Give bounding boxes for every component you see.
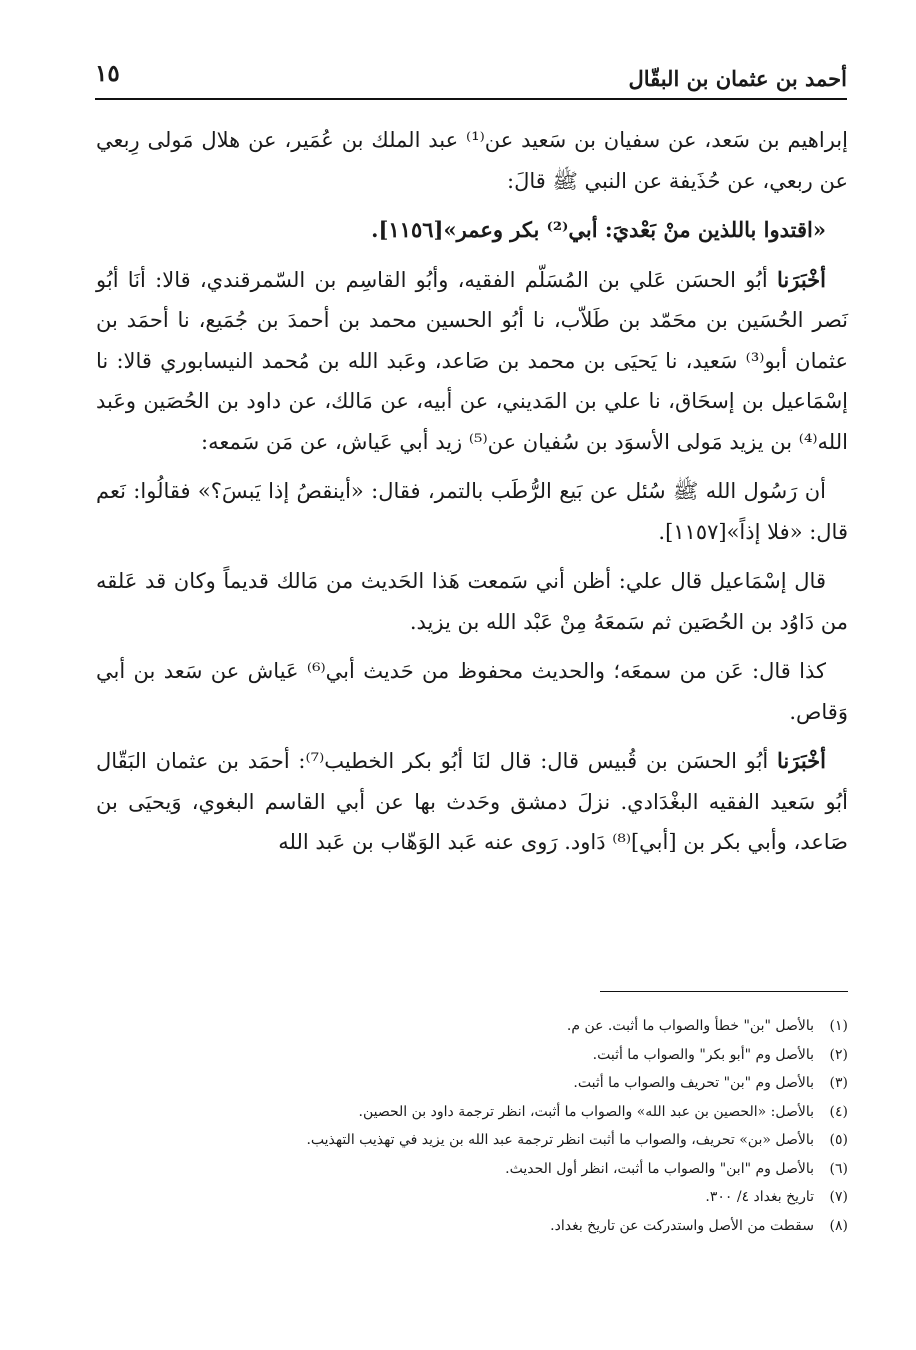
footnote-number: (١) [829, 1018, 848, 1034]
paragraph-4: قال إسْمَاعيل قال علي: أظن أني سَمعت هَذا الحَديث من مَالك قديماً وكان قد عَلقه من دَاوُد بن الحُصَين ثم سَمعَهُ مِنْ عَبْد الله بن يزيد. [96, 569, 848, 634]
paragraph-6-text: أبُو الحسَن بن قُبيس قال: قال لنَا أبُو بكر الخطيب⁽⁷⁾: أحمَد بن عثمان البَقّال أبُو سَعيد الفقيه البغْدَادي. نزلَ دمشق وحَدث بها عن أبي القاسم البغوي، وَيحيَى بن صَاعد، وأبي بكر بن [أبي]⁽⁸⁾ دَاود. رَوى عنه عَبد الوَهّاب بن عَبد الله [96, 749, 848, 854]
footnote-2 [96, 1041, 848, 1070]
paragraph-6 [96, 741, 848, 863]
footnote-number: (٦) [829, 1160, 848, 1177]
footnote-text: بالأصل وم "ابن" والصواب ما أثبت، انظر أول الحديث. [505, 1160, 814, 1177]
footnote-6 [96, 1155, 848, 1184]
hadith-quote-1: «اقتدوا باللذين منْ بَعْديَ: أبي⁽²⁾ بكر وعمر»[١١٥٦]. [371, 217, 826, 242]
footnote-number: (٥) [829, 1132, 848, 1148]
footnote-text: بالأصل: «الحصين بن عبد الله» والصواب ما أثبت، انظر ترجمة داود بن الحصين. [358, 1103, 814, 1120]
footnote-number: (٣) [829, 1075, 848, 1091]
footnote-text: بالأصل وم "بن" تحريف والصواب ما أثبت. [573, 1075, 814, 1091]
footnote-text: بالأصل «بن» تحريف، والصواب ما أثبت انظر ترجمة عبد الله بن يزيد في تهذيب التهذيب. [306, 1132, 814, 1148]
footnotes [96, 1012, 848, 1240]
footnote-1 [96, 1012, 848, 1041]
paragraph-2-text: أبُو الحسَن عَلي بن المُسَلّم الفقيه، وأبُو القاسِم بن السّمرقندي، قالا: أنَا أبُو نَصر الحُسَين بن محَمّد بن طَلاّب، نا أبُو الحسين محمد بن أحمدَ بن جُمَيع، نا أحمَد بن عثمان أبو⁽³⁾ سَعيد، نا يَحيَى بن محمد بن صَاعد، وعَبد الله بن مُحمد النيسابوري قالا: نا إسْمَاعيل بن إسحَاق، نا علي بن المَديني، عن أبيه، عن مَالك، عن داود بن الحُصَين وعَبد الله⁽⁴⁾ بن يزيد مَولى الأسوَد بن سُفيان عن⁽⁵⁾ زيد أبي عَياش، عن مَن سَمعه: [96, 267, 848, 454]
footnote-7 [96, 1183, 848, 1212]
footnote-5 [96, 1126, 848, 1155]
paragraph-3: أن رَسُول الله ﷺ سُئل عن بَيع الرُّطَب بالتمر، فقال: «أينقصُ إذا يَبسَ؟» فقالُوا: نَعم قال: «فلا إذاً»[١١٥٧]. [96, 479, 848, 544]
main-text [96, 120, 848, 872]
page-header [95, 52, 847, 100]
footnote-4 [96, 1098, 848, 1127]
footnote-number: (٢) [829, 1046, 848, 1063]
paragraph-1: إبراهيم بن سَعد، عن سفيان بن سَعيد عن⁽¹⁾ عبد الملك بن عُمَير، عن هلال مَولى رِبعي عن ربعي، عن حُذَيفة عن النبي ﷺ قالَ: [96, 128, 848, 193]
paragraph-5: كذا قال: عَن من سمعَه؛ والحديث محفوظ من حَديث أبي⁽⁶⁾ عَياش عن سَعد بن أبي وَقاص. [96, 659, 848, 724]
footnote-text: سقطت من الأصل واستدركت عن تاريخ بغداد. [550, 1217, 814, 1234]
footnote-text: بالأصل وم "أبو بكر" والصواب ما أثبت. [592, 1046, 814, 1063]
running-title: أحمد بن عثمان بن البقّال [628, 66, 847, 91]
footnote-8 [96, 1212, 848, 1241]
paragraph-2-lead: أخْبَرَنا [777, 266, 826, 292]
footnote-number: (٧) [829, 1189, 848, 1205]
footnote-number: (٨) [829, 1217, 848, 1234]
footnote-text: بالأصل "بن" خطأ والصواب ما أثبت. عن م. [566, 1018, 814, 1034]
footnote-divider [600, 991, 848, 992]
footnote-number: (٤) [829, 1103, 848, 1120]
footnote-3 [96, 1069, 848, 1098]
paragraph-6-lead: أخْبَرَنا [777, 748, 826, 773]
paragraph-2 [96, 260, 848, 463]
footnote-text: تاريخ بغداد ٤/ ٣٠٠. [705, 1189, 814, 1205]
page-number: ١٥ [95, 60, 120, 87]
